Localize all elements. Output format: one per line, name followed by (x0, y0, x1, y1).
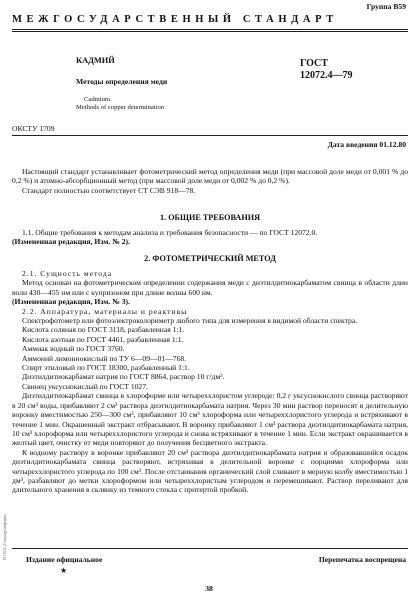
edition-official: Издание официальное (26, 555, 103, 564)
intro-block (12, 167, 408, 195)
section-1-body (12, 228, 408, 247)
subtitle-ru: Методы определения меди (76, 77, 168, 86)
subtitle-en-2: Methods of copper determination (76, 104, 165, 111)
gost-label: ГОСТ (300, 58, 328, 69)
reagent-item: Кислота азотная по ГОСТ 4461, разбавленная 1:1. (22, 334, 184, 344)
lead-dtc-preparation: Диэтилдитиокарбамат свинца в хлороформе или четыреххлористом углероде: 0,2 г уксуснокислого свинца растворяют в 20 см³ воды, прибавляют 2 см³ раствора диэтилдитиокарбамата натрия. Через 30 мин раствор переносят в делительную воронку вместимостью 250—300 см³, прибавляют 10 см³ хлороформа или четыреххлористого углерода и встряхивают в течение 1 мин. Окрашенный экстракт отбрасывают. В воронку прибавляют 1 см³ раствора диэтилдитиокарбамата натрия, 10 см³ хлороформа или четыреххлористого углерода и снова встряхивают в течение 1 мин. Если экстракт окрашивается в желтый цвет, очистку от меди повторяют до получения бесцветного экстракта. (12, 391, 408, 448)
reagent-item: Аммоний лимоннокислый по ТУ 6—09—01—768. (22, 353, 187, 363)
reagent-item: Спирт этиловый по ГОСТ 18300, разбавленный 1:1. (22, 363, 190, 373)
header-rule-2 (12, 31, 408, 32)
okstu-code: ОКСТУ 1709 (12, 124, 55, 133)
intro-paragraph-1: Настоящий стандарт устанавливает фотометрический метод определения меди (при массовой доле меди от 0,001 % до 0,2 %) и атомно-абсорбционный метод (при массовой доле меди от 0,002 % до 0,2 %). (12, 167, 408, 186)
reagent-item: Свинец уксуснокислый по ГОСТ 1027. (22, 381, 148, 391)
clause-2-2-title: 2.2. Аппаратура, материалы и реактивы (22, 306, 188, 316)
section-2-body (12, 269, 408, 495)
title-rule (12, 135, 408, 136)
reagent-item: Кислота соляная по ГОСТ 3118, разбавленная 1:1. (22, 325, 185, 335)
section-1-heading: 1. ОБЩИЕ ТРЕБОВАНИЯ (160, 213, 260, 222)
section-1-amendment: (Измененная редакция, Изм. № 2). (12, 237, 130, 247)
clause-2-1-amendment: (Измененная редакция, Изм. № 3). (12, 297, 130, 307)
clause-2-1-text: Метод основан на фотометрическом определении содержания меди с диэтилдитиокарбаматом свинца в области длин волн 430—455 нм или с купризоном при длине волны 600 нм. (12, 278, 408, 297)
page-number: 38 (205, 584, 213, 593)
section-2-heading: 2. ФОТОМЕТРИЧЕСКИЙ МЕТОД (144, 254, 276, 263)
footer-rule (12, 548, 408, 549)
subtitle-en-1: Cadmium. (84, 96, 112, 103)
clause-2-2-text: Спектрофотометр или фотоэлектроколориметр любого типа для измерения в видимой области спектра. (22, 316, 358, 326)
subject-title: КАДМИЙ (76, 56, 115, 65)
gost-number: 12072.4—79 (300, 70, 353, 81)
standard-type-title: МЕЖГОСУДАРСТВЕННЫЙ СТАНДАРТ (12, 14, 338, 25)
section-1-clause: 1.1. Общие требования к методам анализа и требования безопасности — по ГОСТ 12072.0. (22, 228, 318, 237)
group-code: Группа В59 (366, 2, 406, 11)
clause-2-1-title: 2.1. Сущность метода (22, 269, 113, 278)
reagent-item: Диэтилдитиокарбамат натрия по ГОСТ 8864, раствор 10 г/дм³. (22, 372, 225, 382)
aqueous-solution-procedure: К водному раствору в воронке прибавляют 20 см³ раствора диэтилдитиокарбамата натрия и образовавшийся осадок диэтилдитиокарбамата свинца растворяют, встряхивая в делительной воронке с порциями хлороформа или четыреххлористого углерода по 100 см³. После отстаивания органический слой сливают в мерную колбу вместимостью 1 дм³, разбавляют до метки хлороформом или четыреххлористым углеродом и перемешивают. Раствор переливают для длительного хранения в склянку из темного стекла с притертой пробкой. (12, 447, 408, 495)
intro-date: Дата введения 01.12.80 (327, 140, 406, 149)
intro-paragraph-2: Стандарт полностью соответствует СТ СЭВ 918—78. (22, 185, 196, 195)
header-rule-1 (12, 29, 408, 30)
side-imprint: И 1024 «Стандартинформ» (2, 513, 7, 560)
star-icon: ★ (60, 566, 68, 575)
reagent-item: Аммиак водный по ГОСТ 3760. (22, 344, 125, 354)
reprint-prohibited: Перепечатка воспрещена (318, 555, 406, 564)
